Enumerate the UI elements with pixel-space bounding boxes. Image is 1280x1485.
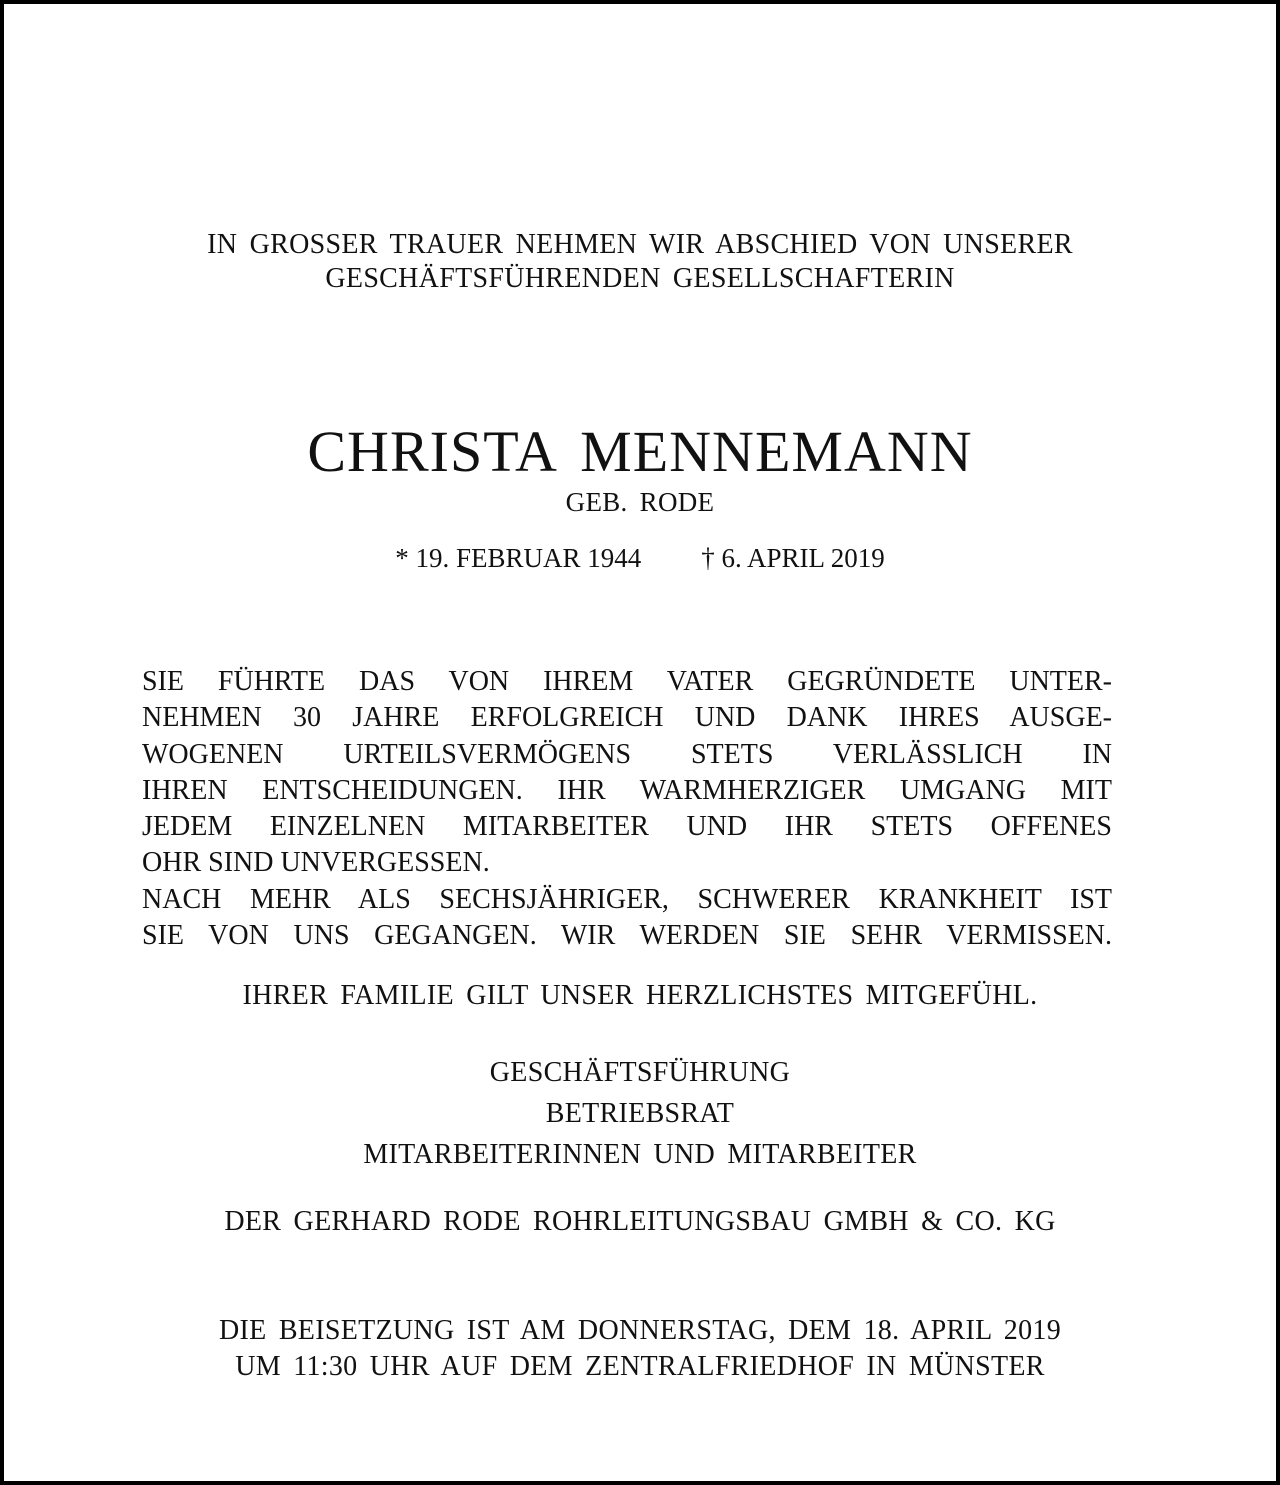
life-dates (4, 541, 1276, 575)
signatory-management: GESCHÄFTSFÜHRUNG (489, 1057, 791, 1088)
intro-line-2: GESCHÄFTSFÜHRENDEN GESELLSCHAFTERIN (325, 263, 955, 294)
signatory-employees: MITARBEITERINNEN UND MITARBEITER (363, 1139, 917, 1170)
funeral-line-2: UM 11:30 UHR AUF DEM ZENTRALFRIEDHOF IN MÜNSTER (235, 1351, 1045, 1382)
tribute-line: OHR SIND UNVERGESSEN. (142, 847, 490, 879)
maiden-name: GEB. RODE (565, 487, 715, 517)
obituary-notice (4, 4, 1276, 1481)
death-date: † 6. APRIL 2019 (701, 543, 885, 573)
tribute-line: JEDEM EINZELNEN MITARBEITER UND IHR STETS OFFENES (142, 811, 1112, 843)
condolence-line: IHRER FAMILIE GILT UNSER HERZLICHSTES MITGEFÜHL. (242, 980, 1038, 1011)
tribute-line: WOGENEN URTEILSVERMÖGENS STETS VERLÄSSLICH IN (142, 738, 1112, 770)
tribute-line: SIE FÜHRTE DAS VON IHREM VATER GEGRÜNDETE UNTER- (142, 666, 1112, 697)
intro-line-1: IN GROSSER TRAUER NEHMEN WIR ABSCHIED VON UNSERER (207, 229, 1073, 260)
birth-date: * 19. FEBRUAR 1944 (395, 543, 642, 573)
tribute-text (142, 664, 1112, 954)
tribute-line: NEHMEN 30 JAHRE ERFOLGREICH UND DANK IHRES AUSGE- (142, 702, 1112, 734)
tribute-line: NACH MEHR ALS SECHSJÄHRIGER, SCHWERER KRANKHEIT IST (142, 883, 1112, 915)
funeral-line-1: DIE BEISETZUNG IST AM DONNERSTAG, DEM 18. APRIL 2019 (218, 1315, 1062, 1346)
tribute-line: IHREN ENTSCHEIDUNGEN. IHR WARMHERZIGER UMGANG MIT (142, 774, 1112, 806)
tribute-line: SIE VON UNS GEGANGEN. WIR WERDEN SIE SEHR VERMISSEN. (142, 920, 1112, 952)
deceased-name: CHRISTA MENNEMANN (307, 419, 973, 484)
signatory-works-council: BETRIEBSRAT (545, 1098, 735, 1129)
company-name: DER GERHARD RODE ROHRLEITUNGSBAU GMBH & CO. KG (224, 1206, 1056, 1237)
